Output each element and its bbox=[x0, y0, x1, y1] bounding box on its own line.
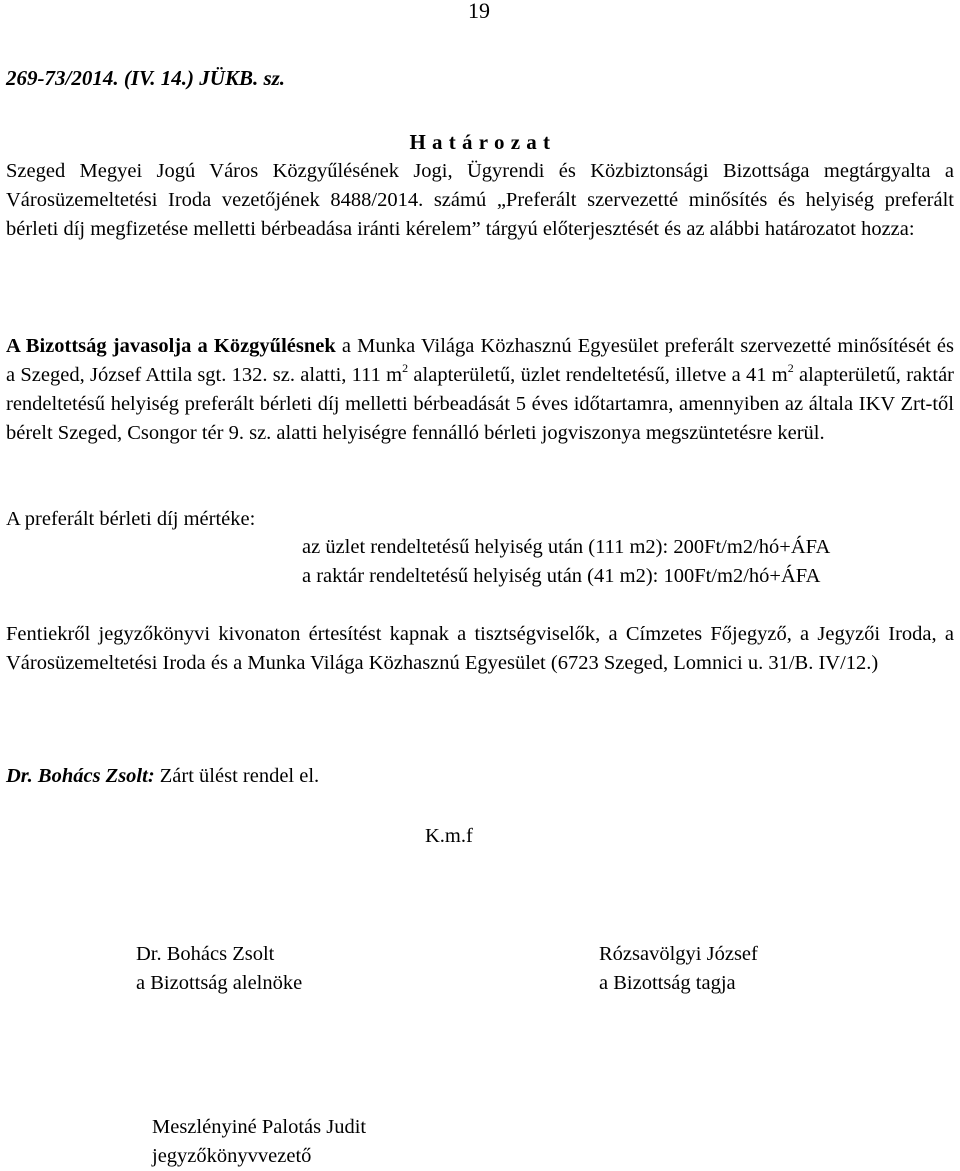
kmf-mark: K.m.f bbox=[425, 825, 473, 847]
page-number: 19 bbox=[468, 0, 490, 23]
signatory-role: a Bizottság alelnöke bbox=[136, 972, 303, 994]
signatory-role: jegyzőkönyvvezető bbox=[152, 1145, 312, 1167]
signatory-name: Dr. Bohács Zsolt bbox=[136, 943, 275, 965]
rate-item-shop: az üzlet rendeltetésű helyiség után (111 m2): 200Ft/m2/hó+ÁFA bbox=[302, 536, 831, 558]
rate-item-storage: a raktár rendeltetésű helyiség után (41 m2): 100Ft/m2/hó+ÁFA bbox=[302, 565, 821, 587]
resolution-reference: 269-73/2014. (IV. 14.) JÜKB. sz. bbox=[6, 66, 286, 90]
rates-heading: A preferált bérleti díj mértéke: bbox=[6, 508, 256, 530]
decision-text-3: alapterületű, raktár rendeltetésű helyiség preferált bérleti díj melletti bérbeadását 5 éves időtartamra, amennyiben az általa IKV Zrt-től bérelt Szeged, Csongor tér 9. sz. alatti helyiségre fennálló bérleti jogviszonya megszüntetésre kerül. bbox=[6, 364, 955, 444]
decision-lead: A Bizottság javasolja a Közgyűlésnek bbox=[6, 335, 336, 357]
chair-statement bbox=[6, 765, 319, 788]
decision-text-1: a Munka Világa Közhasznú Egyesület preferált szervezetté minősítését és a Szeged, József Attila sgt. 132. sz. alatti, 111 m bbox=[6, 335, 954, 386]
document-title: H a t á r o z a t bbox=[409, 130, 551, 154]
signatory-name: Rózsavölgyi József bbox=[599, 943, 758, 965]
decision-text-2: alapterületű, üzlet rendeltetésű, illetve a 41 m bbox=[408, 364, 788, 386]
chair-statement-text: Zárt ülést rendel el. bbox=[154, 765, 320, 787]
signatory-name: Meszlényiné Palotás Judit bbox=[152, 1116, 367, 1138]
superscript-1: 2 bbox=[402, 361, 409, 376]
decision-paragraph bbox=[6, 332, 954, 448]
chair-speaker: Dr. Bohács Zsolt: bbox=[6, 765, 155, 787]
notification-paragraph: Fentiekről jegyzőkönyvi kivonaton értesítést kapnak a tisztségviselők, a Címzetes Főjegyző, a Jegyzői Iroda, a Városüzemeltetési Iroda és a Munka Világa Közhasznú Egyesület (6723 Szeged, Lomnici u. 31/B. IV/12.) bbox=[6, 623, 954, 674]
intro-paragraph: Szeged Megyei Jogú Város Közgyűlésének Jogi, Ügyrendi és Közbiztonsági Bizottsága megtárgyalta a Városüzemeltetési Iroda vezetőjének 8488/2014. számú „Preferált szervezetté minősítés és helyiség preferált bérleti díj megfizetése melletti bérbeadása iránti kérelem” tárgyú előterjesztését és az alábbi határozatot hozza: bbox=[6, 160, 954, 240]
signatory-role: a Bizottság tagja bbox=[599, 972, 736, 994]
signature-block-vice-chair bbox=[136, 940, 302, 998]
superscript-2: 2 bbox=[787, 361, 794, 376]
signature-block-recorder bbox=[152, 1113, 366, 1171]
signature-block-member bbox=[599, 940, 758, 998]
